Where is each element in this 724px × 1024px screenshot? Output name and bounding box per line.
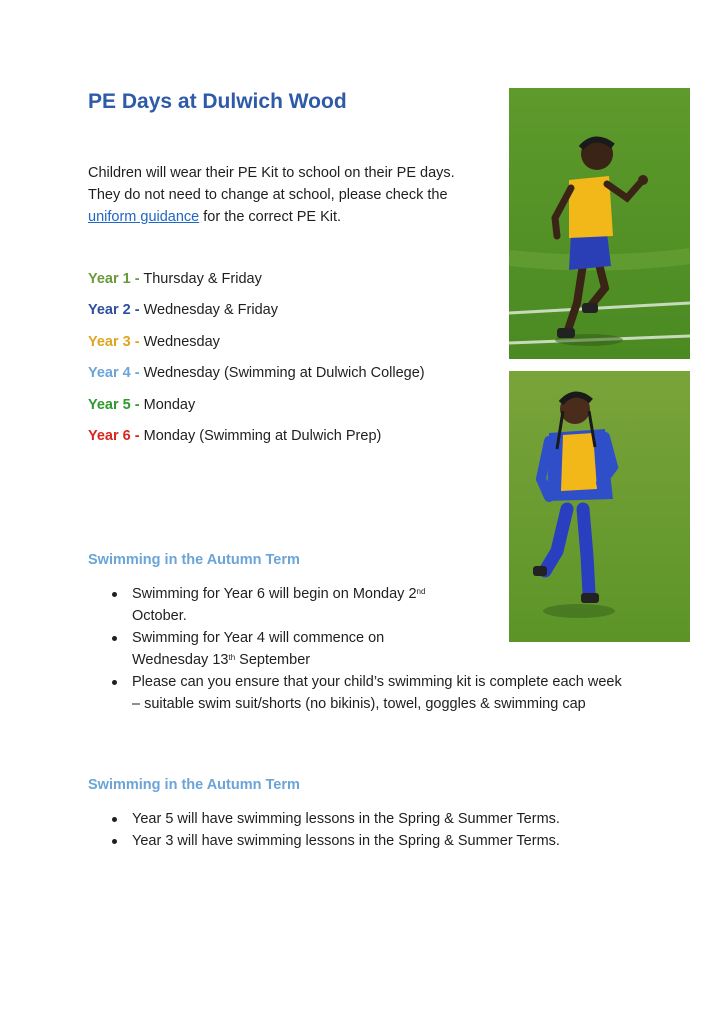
intro-text-before: Children will wear their PE Kit to school on their PE days. They do not need to change at school, please check the xyxy=(88,165,455,203)
superscript: nd xyxy=(416,587,426,596)
year-label: Year 4 - xyxy=(88,365,140,382)
list-item-text: Year 5 will have swimming lessons in the Spring & Summer Terms. xyxy=(132,811,560,827)
section-title-spring-summer: Swimming in the Autumn Term xyxy=(88,777,300,793)
running-girl-photo xyxy=(509,371,690,642)
year-row xyxy=(88,299,425,330)
list-item-text: September xyxy=(235,652,311,668)
year-days: Wednesday xyxy=(143,333,220,350)
year-days: Monday xyxy=(143,396,196,413)
spring-summer-list xyxy=(110,808,630,852)
uniform-guidance-link[interactable]: uniform guidance xyxy=(88,209,200,225)
list-item xyxy=(110,627,432,671)
year-label: Year 5 - xyxy=(88,396,140,413)
year-label: Year 3 - xyxy=(88,333,140,350)
superscript: th xyxy=(228,653,236,662)
year-days: Monday (Swimming at Dulwich Prep) xyxy=(143,427,382,444)
list-item xyxy=(110,830,630,852)
year-row xyxy=(88,331,425,362)
year-label: Year 2 - xyxy=(88,302,140,319)
page-title: PE Days at Dulwich Wood xyxy=(88,90,347,113)
year-label: Year 1 - xyxy=(88,271,140,287)
list-item xyxy=(110,671,622,715)
list-item xyxy=(110,583,472,627)
list-item-text: Swimming for Year 4 will commence on Wednesday 13 xyxy=(132,630,385,668)
year-label: Year 6 - xyxy=(88,427,140,444)
year-row xyxy=(88,394,425,425)
running-boy-photo xyxy=(509,88,690,359)
list-item-text: Please can you ensure that your child’s swimming kit is complete each week – suitable swim suit/shorts (no bikinis), towel, goggles & swimming cap xyxy=(132,674,622,712)
year-row xyxy=(88,362,425,393)
list-item xyxy=(110,808,630,830)
intro-text-after: for the correct PE Kit. xyxy=(199,209,342,225)
list-item-text: Year 3 will have swimming lessons in the Spring & Summer Terms. xyxy=(132,833,560,849)
list-item-text: October. xyxy=(132,608,187,624)
year-days: Wednesday & Friday xyxy=(143,302,278,319)
pe-days-list xyxy=(88,268,425,456)
year-row xyxy=(88,425,425,456)
intro-paragraph xyxy=(88,162,478,228)
year-days: Wednesday (Swimming at Dulwich College) xyxy=(143,365,425,382)
year-row xyxy=(88,268,425,299)
year-days: Thursday & Friday xyxy=(143,271,262,287)
list-item-text: Swimming for Year 6 will begin on Monday 2 xyxy=(132,586,417,602)
section-title-autumn: Swimming in the Autumn Term xyxy=(88,552,300,568)
